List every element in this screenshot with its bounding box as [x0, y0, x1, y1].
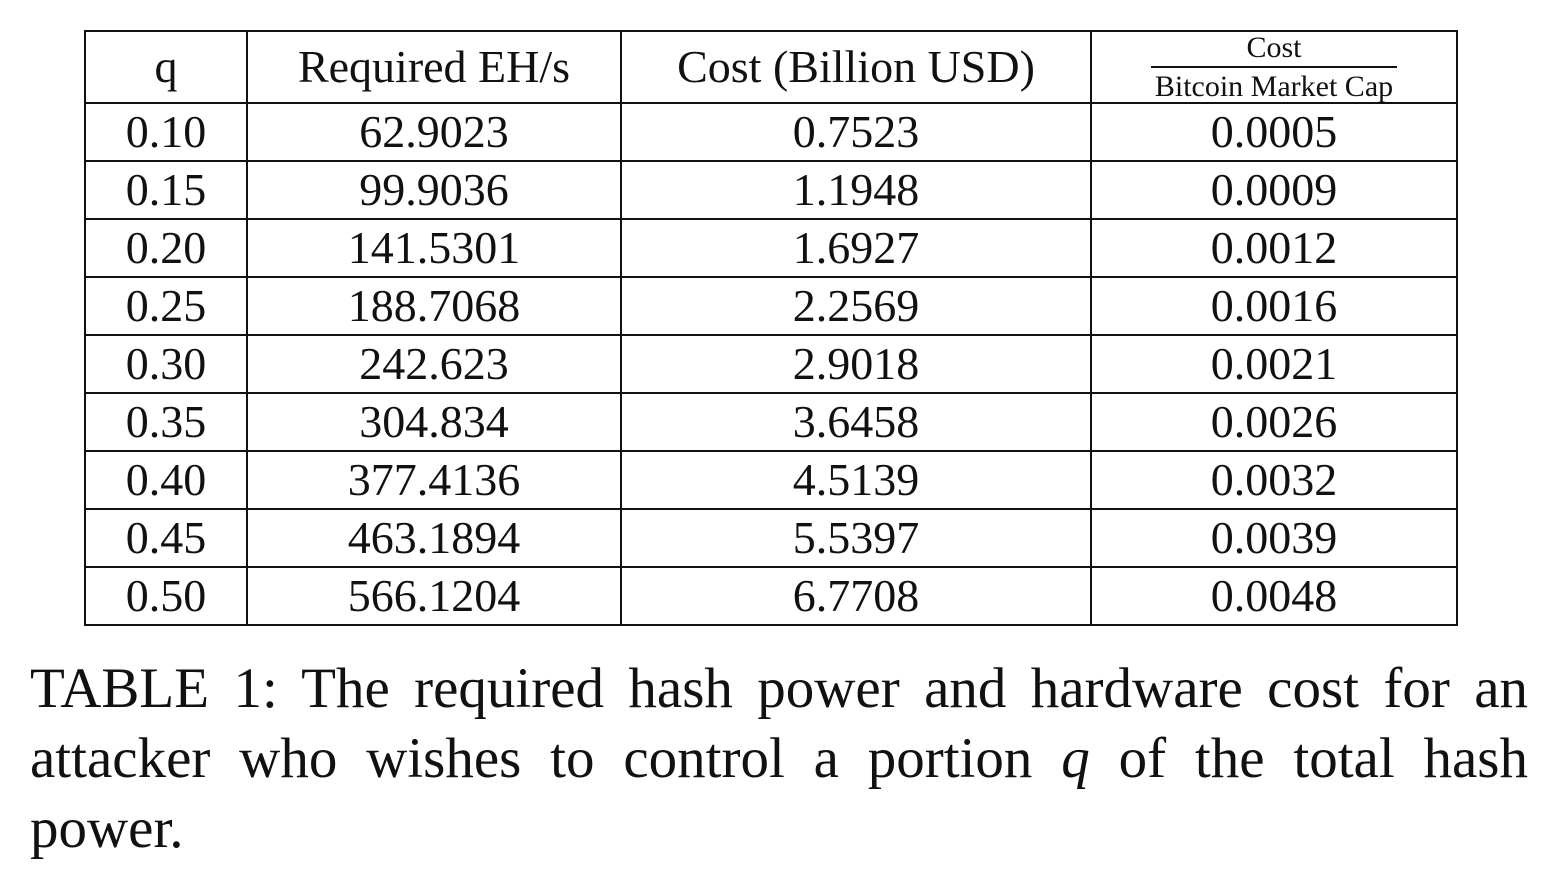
results-table-container	[84, 30, 1458, 626]
cell-cost-ratio: 0.0012	[1091, 219, 1457, 277]
header-cost-ratio	[1091, 31, 1457, 103]
cell-required-ehs: 304.834	[247, 393, 621, 451]
table-row	[85, 103, 1457, 161]
cell-cost: 5.5397	[621, 509, 1091, 567]
cell-cost-ratio: 0.0009	[1091, 161, 1457, 219]
caption-variable-q: q	[1061, 727, 1090, 790]
cell-required-ehs: 377.4136	[247, 451, 621, 509]
cell-required-ehs: 566.1204	[247, 567, 621, 625]
cell-cost-ratio: 0.0048	[1091, 567, 1457, 625]
cell-q: 0.15	[85, 161, 247, 219]
table-row	[85, 335, 1457, 393]
cell-cost-ratio: 0.0026	[1091, 393, 1457, 451]
cell-q: 0.20	[85, 219, 247, 277]
caption-text-before: TABLE 1: The required hash power and hardware cost for an attacker who wishes to control a portion	[30, 657, 1528, 790]
cost-ratio-fraction	[1151, 30, 1397, 103]
table-caption	[30, 654, 1528, 864]
cell-cost: 4.5139	[621, 451, 1091, 509]
table-row	[85, 451, 1457, 509]
table-row	[85, 161, 1457, 219]
table-row	[85, 509, 1457, 567]
fraction-denominator: Bitcoin Market Cap	[1154, 69, 1394, 103]
cell-cost: 3.6458	[621, 393, 1091, 451]
cell-cost: 2.2569	[621, 277, 1091, 335]
cell-cost: 1.1948	[621, 161, 1091, 219]
header-cost: Cost (Billion USD)	[621, 31, 1091, 103]
cell-required-ehs: 141.5301	[247, 219, 621, 277]
header-required-ehs: Required EH/s	[247, 31, 621, 103]
cell-cost-ratio: 0.0005	[1091, 103, 1457, 161]
cell-cost-ratio: 0.0016	[1091, 277, 1457, 335]
cell-q: 0.10	[85, 103, 247, 161]
cell-cost: 6.7708	[621, 567, 1091, 625]
cell-q: 0.45	[85, 509, 247, 567]
cell-cost: 2.9018	[621, 335, 1091, 393]
cell-cost-ratio: 0.0021	[1091, 335, 1457, 393]
hash-power-cost-table	[84, 30, 1458, 626]
cell-q: 0.40	[85, 451, 247, 509]
cell-required-ehs: 242.623	[247, 335, 621, 393]
header-q: q	[85, 31, 247, 103]
cell-q: 0.30	[85, 335, 247, 393]
cell-cost-ratio: 0.0039	[1091, 509, 1457, 567]
table-row	[85, 277, 1457, 335]
table-row	[85, 219, 1457, 277]
cell-q: 0.25	[85, 277, 247, 335]
fraction-numerator: Cost	[1151, 33, 1397, 68]
cell-q: 0.35	[85, 393, 247, 451]
cell-cost: 1.6927	[621, 219, 1091, 277]
cell-required-ehs: 99.9036	[247, 161, 621, 219]
cell-required-ehs: 188.7068	[247, 277, 621, 335]
table-header-row	[85, 31, 1457, 103]
cell-cost: 0.7523	[621, 103, 1091, 161]
table-row	[85, 567, 1457, 625]
cell-cost-ratio: 0.0032	[1091, 451, 1457, 509]
table-row	[85, 393, 1457, 451]
cell-q: 0.50	[85, 567, 247, 625]
cell-required-ehs: 62.9023	[247, 103, 621, 161]
caption-text-after: of the total hash power.	[30, 727, 1528, 860]
cell-required-ehs: 463.1894	[247, 509, 621, 567]
